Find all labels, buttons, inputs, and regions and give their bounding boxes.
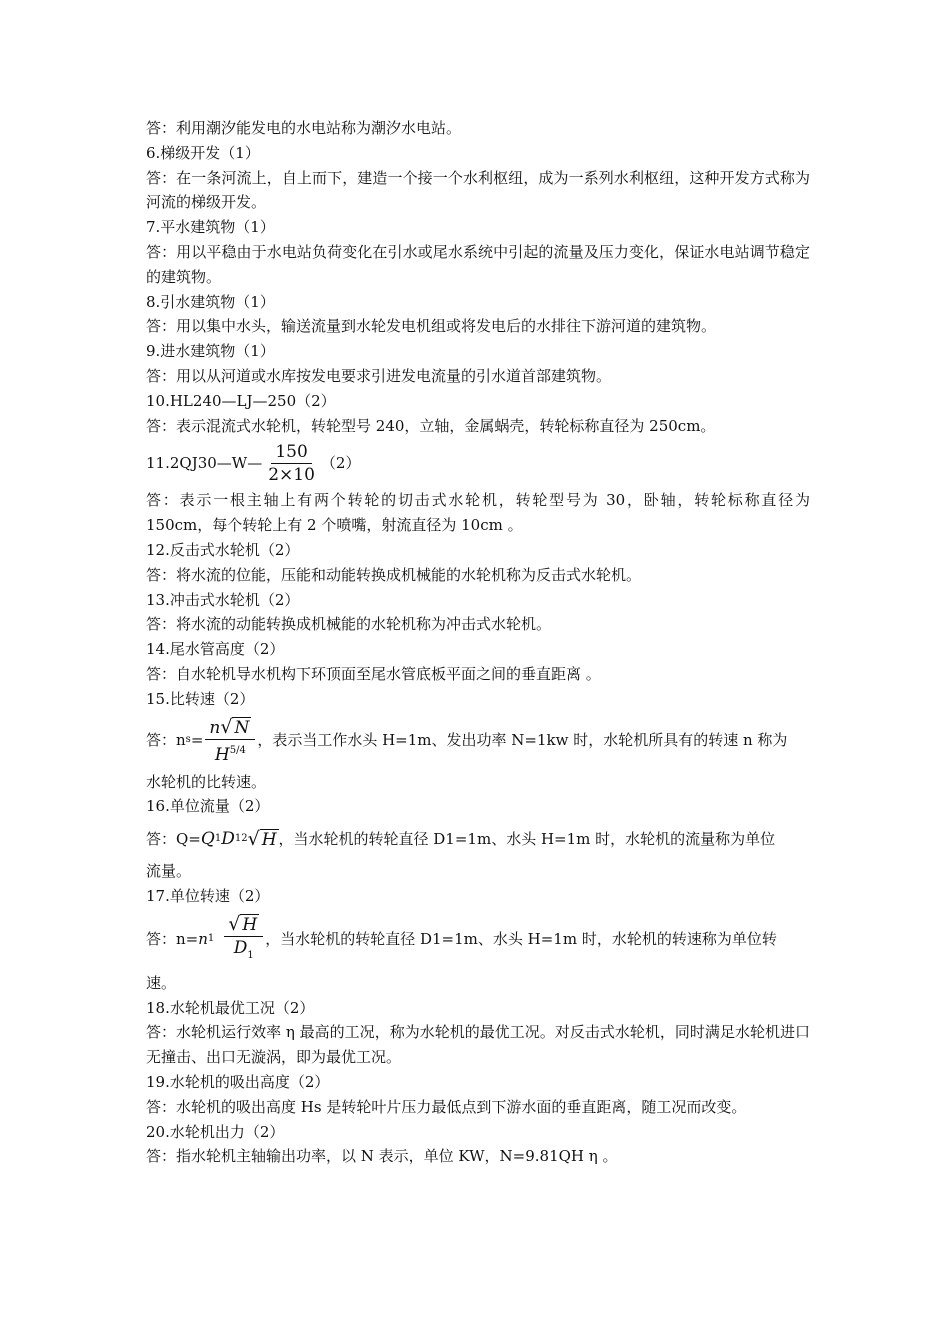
question-11-fraction [264, 442, 319, 485]
unit-flow-d-exponent: 2 [241, 832, 248, 844]
answer-16-continued: 流量。 [146, 862, 192, 881]
answer-20: 答：指水轮机主轴输出功率，以 N 表示，单位 KW，N=9.81QH η 。 [146, 1147, 618, 1166]
unit-speed-d-subscript: 1 [247, 949, 254, 961]
specific-speed-fraction [205, 717, 255, 765]
answer-16 [146, 819, 810, 859]
unit-speed-radicand: H [242, 914, 258, 935]
unit-speed-n: n [198, 930, 208, 949]
answer-12: 答：将水流的位能，压能和动能转换成机械能的水轮机称为反击式水轮机。 [146, 565, 642, 584]
answer-15-continued: 水轮机的比转速。 [146, 772, 267, 791]
specific-speed-exponent: 5/4 [229, 744, 246, 756]
unit-flow-d: D [221, 828, 235, 849]
answer-6: 答：在一条河流上，自上而下，建造一个接一个水利枢纽，成为一系列水利枢纽，这种开发方式称为河流的梯级开发。 [146, 168, 810, 212]
answer-17-continued: 速。 [146, 973, 177, 992]
answer-16-prefix: 答：Q= [146, 829, 201, 848]
answer-15 [146, 712, 810, 770]
specific-speed-radicand: N [234, 717, 250, 738]
question-11-suffix: （2） [320, 453, 361, 472]
answer-19: 答：水轮机的吸出高度 Hs 是转轮叶片压力最低点到下游水面的垂直距离，随工况而改变。 [146, 1097, 747, 1116]
answer-14: 答：自水轮机导水机构下环顶面至尾水管底板平面之间的垂直距离 。 [146, 664, 601, 683]
answer-17-text: ，当水轮机的转轮直径 D1=1m、水头 H=1m 时，水轮机的转速称为单位转 [265, 930, 777, 949]
answer-15-text: ，表示当工作水头 H=1m、发出功率 N=1kw 时，水轮机所具有的转速 n 称为 [257, 731, 788, 750]
unit-speed-denominator [230, 937, 258, 966]
unit-speed-d: D [233, 937, 248, 958]
question-6: 6.梯级开发（1） [146, 143, 260, 162]
unit-flow-d-subscript: 1 [234, 832, 242, 844]
specific-speed-h: H [214, 744, 230, 765]
answer-18: 答：水轮机运行效率 η 最高的工况，称为水轮机的最优工况。对反击式水轮机，同时满足水轮机进口无撞击、出口无漩涡，即为最优工况。 [146, 1023, 810, 1067]
question-18: 18.水轮机最优工况（2） [146, 998, 315, 1017]
answer-11: 答：表示一根主轴上有两个转轮的切击式水轮机，转轮型号为 30，卧轴，转轮标称直径为 150cm，每个转轮上有 2 个喷嘴，射流直径为 10cm 。 [146, 491, 810, 535]
question-16: 16.单位流量（2） [146, 797, 270, 816]
question-17: 17.单位转速（2） [146, 886, 270, 905]
answer-17 [146, 909, 810, 971]
unit-speed-numerator [224, 914, 263, 937]
sqrt-symbol: √ H [228, 912, 258, 935]
unit-speed-n-subscript: 1 [207, 933, 215, 945]
question-11-prefix: 11.2QJ30—W— [146, 453, 263, 472]
question-10: 10.HL240—LJ—250（2） [146, 391, 336, 410]
question-20: 20.水轮机出力（2） [146, 1122, 285, 1141]
question-8: 8.引水建筑物（1） [146, 292, 275, 311]
answer-9: 答：用以从河道或水库按发电要求引进发电流量的引水道首部建筑物。 [146, 366, 612, 385]
unit-speed-fraction [224, 914, 263, 966]
answer-15-subscript: s [185, 734, 191, 746]
question-9: 9.进水建筑物（1） [146, 342, 275, 361]
answer-8: 答：用以集中水头，输送流量到水轮发电机组或将发电后的水排往下游河道的建筑物。 [146, 317, 717, 336]
answer-17-prefix: 答：n= [146, 930, 199, 949]
question-11-denominator: 2×10 [268, 464, 315, 485]
answer-13: 答：将水流的动能转换成机械能的水轮机称为冲击式水轮机。 [146, 615, 552, 634]
answer-7: 答：用以平稳由于水电站负荷变化在引水或尾水系统中引起的流量及压力变化，保证水电站调节稳定的建筑物。 [146, 242, 810, 286]
sqrt-symbol: √ N [220, 715, 250, 738]
unit-flow-q: Q [200, 828, 215, 849]
specific-speed-numerator [205, 717, 255, 740]
answer-15-prefix: 答：n [146, 731, 186, 750]
question-14: 14.尾水管高度（2） [146, 640, 285, 659]
specific-speed-denominator [211, 740, 250, 765]
question-12: 12.反击式水轮机（2） [146, 540, 300, 559]
answer-15-equals: = [190, 731, 204, 750]
answer-10: 答：表示混流式水轮机，转轮型号 240，立轴，金属蜗壳，转轮标称直径为 250cm。 [146, 416, 716, 435]
question-13: 13.冲击式水轮机（2） [146, 590, 300, 609]
question-11 [146, 438, 810, 488]
question-11-numerator: 150 [271, 442, 311, 464]
question-7: 7.平水建筑物（1） [146, 218, 275, 237]
specific-speed-n: n [209, 717, 221, 738]
unit-flow-q-subscript: 1 [214, 832, 222, 844]
question-15: 15.比转速（2） [146, 689, 255, 708]
unit-flow-radicand: H [261, 829, 277, 850]
sqrt-symbol: √ H [247, 827, 277, 850]
answer-16-text: ，当水轮机的转轮直径 D1=1m、水头 H=1m 时，水轮机的流量称为单位 [278, 829, 776, 848]
answer-5: 答：利用潮汐能发电的水电站称为潮汐水电站。 [146, 119, 462, 137]
document-body [146, 116, 810, 1169]
question-19: 19.水轮机的吸出高度（2） [146, 1072, 330, 1091]
